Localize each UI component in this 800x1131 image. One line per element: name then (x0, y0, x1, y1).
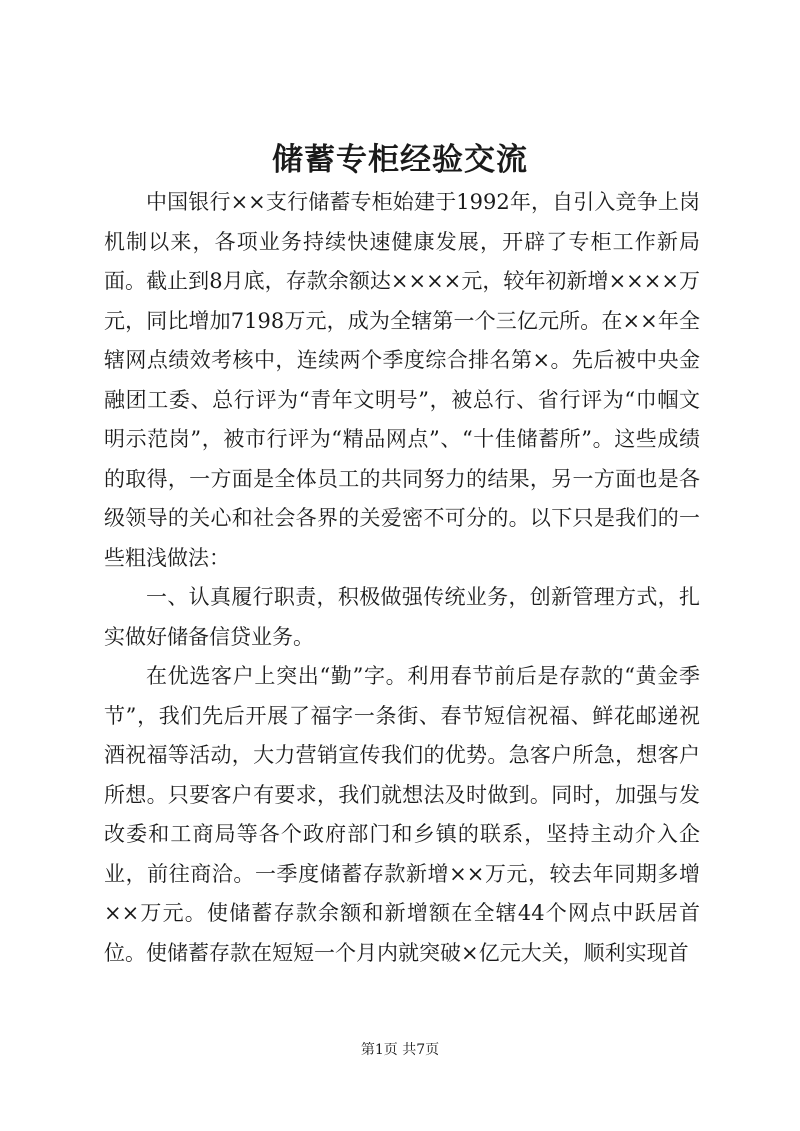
document-title: 储蓄专柜经验交流 (272, 142, 528, 178)
paragraph-intro: 中国银行××支行储蓄专柜始建于1992年，自引入竞争上岗机制以来，各项业务持续快速健康发展，开辟了专柜工作新局面。截止到8月底，存款余额达××××元，较年初新增××××万元，同比增加7198万元，成为全辖第一个三亿元所。在××年全辖网点绩效考核中，连续两个季度综合排名第×。先后被中央金融团工委、总行评为“青年文明号”，被总行、省行评为“巾帼文明示范岗”，被市行评为“精品网点”、“十佳储蓄所”。这些成绩的取得，一方面是全体员工的共同努力的结果，另一方面也是各级领导的关心和社会各界的关爱密不可分的。以下只是我们的一些粗浅做法： (104, 190, 700, 570)
paragraph-customer-selection: 在优选客户上突出“勤”字。利用春节前后是存款的“黄金季节”，我们先后开展了福字一条街、春节短信祝福、鲜花邮递祝酒祝福等活动，大力营销宣传我们的优势。急客户所急，想客户所想。只要客户有要求，我们就想法及时做到。同时，加强与发改委和工商局等各个政府部门和乡镇的联系，坚持主动介入企业，前往商洽。一季度储蓄存款新增××万元，较去年同期多增××万元。使储蓄存款余额和新增额在全辖44个网点中跃居首位。使储蓄存款在短短一个月内就突破×亿元大关，顺利实现首 (104, 664, 700, 965)
paragraph-section-heading: 一、认真履行职责，积极做强传统业务，创新管理方式，扎实做好储备信贷业务。 (104, 585, 700, 649)
page-number-footer: 第1页 共7页 (360, 1042, 440, 1058)
document-body (104, 183, 700, 973)
